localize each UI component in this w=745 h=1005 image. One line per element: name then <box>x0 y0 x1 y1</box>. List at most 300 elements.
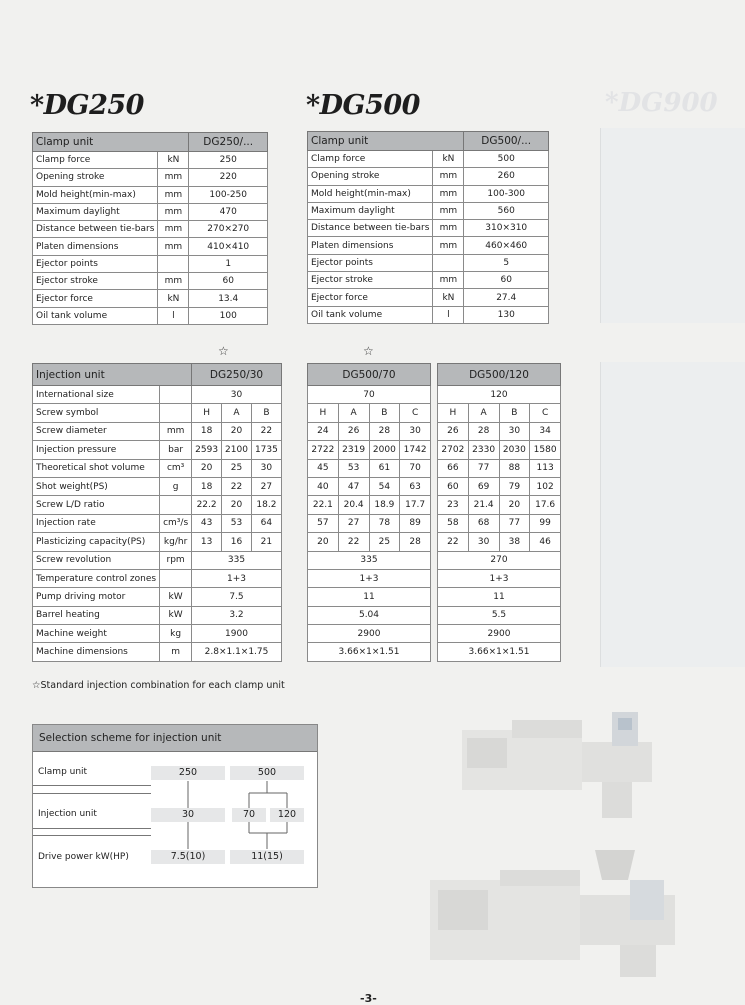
table-row <box>308 168 549 185</box>
table-row <box>438 364 561 386</box>
table-row <box>438 404 561 422</box>
row-unit: kg/hr <box>160 533 192 551</box>
row-value: 30 <box>251 459 281 477</box>
row-unit: mm <box>158 273 189 290</box>
row-unit <box>160 496 192 514</box>
row-value: 77 <box>468 459 499 477</box>
screw-symbol: B <box>499 404 530 422</box>
row-value: 3.66×1×1.51 <box>438 643 561 661</box>
row-value: 30 <box>468 533 499 551</box>
row-unit: kN <box>158 152 189 169</box>
row-value: 2.8×1.1×1.75 <box>192 643 282 661</box>
row-value: 102 <box>530 477 561 495</box>
table-row <box>33 404 282 422</box>
screw-symbol: B <box>251 404 281 422</box>
row-value: 3.66×1×1.51 <box>308 643 431 661</box>
table-row <box>438 386 561 404</box>
row-unit: mm <box>433 237 464 254</box>
screw-symbol: C <box>530 404 561 422</box>
row-value: 5.5 <box>438 606 561 624</box>
row-unit: mm <box>158 238 189 255</box>
row-unit: mm <box>158 221 189 238</box>
injection-model: DG500/70 <box>308 364 431 386</box>
row-value: 20 <box>222 496 252 514</box>
row-value: 22.2 <box>192 496 222 514</box>
row-label: Screw symbol <box>33 404 160 422</box>
row-label: Distance between tie-bars <box>33 221 158 238</box>
row-value: 23 <box>438 496 469 514</box>
row-value: 13 <box>192 533 222 551</box>
row-value: 100-250 <box>189 186 268 203</box>
table-row <box>33 514 282 532</box>
row-label: Screw diameter <box>33 422 160 440</box>
row-label: Maximum daylight <box>33 203 158 220</box>
drive-value-250: 7.5(10) <box>151 850 225 864</box>
table-row <box>308 588 431 606</box>
row-value: 60 <box>189 273 268 290</box>
table-row <box>33 203 268 220</box>
table-row <box>438 496 561 514</box>
row-value: 22.1 <box>308 496 339 514</box>
row-value: 24 <box>308 422 339 440</box>
row-value: 40 <box>308 477 339 495</box>
row-value: 78 <box>369 514 400 532</box>
table-row <box>308 237 549 254</box>
row-unit <box>160 404 192 422</box>
row-value: 100-300 <box>464 185 549 202</box>
row-value: 63 <box>400 477 431 495</box>
row-value: 26 <box>438 422 469 440</box>
row-value: 53 <box>222 514 252 532</box>
row-unit: kW <box>160 588 192 606</box>
row-value: 2900 <box>438 625 561 643</box>
table-row <box>308 220 549 237</box>
row-value: 7.5 <box>192 588 282 606</box>
row-label: Mold height(min-max) <box>33 186 158 203</box>
row-unit: mm <box>433 272 464 289</box>
row-value: 250 <box>189 152 268 169</box>
table-row <box>33 386 282 404</box>
screw-symbol: C <box>400 404 431 422</box>
ghost-table-2 <box>600 362 745 667</box>
row-value: 17.7 <box>400 496 431 514</box>
clamp-model: DG250/... <box>189 133 268 152</box>
row-value: 460×460 <box>464 237 549 254</box>
selection-drive-label: Drive power kW(HP) <box>38 852 129 862</box>
row-value: 28 <box>468 422 499 440</box>
table-row <box>33 133 268 152</box>
table-row <box>308 551 431 569</box>
row-unit: mm <box>158 186 189 203</box>
row-value: 79 <box>499 477 530 495</box>
row-label: Ejector stroke <box>308 272 433 289</box>
table-row <box>33 588 282 606</box>
row-value: 21 <box>251 533 281 551</box>
screw-symbol: A <box>338 404 369 422</box>
row-unit: kN <box>433 151 464 168</box>
row-value: 57 <box>308 514 339 532</box>
table-row <box>438 606 561 624</box>
row-value: 28 <box>369 422 400 440</box>
row-value: 69 <box>468 477 499 495</box>
table-row <box>438 551 561 569</box>
row-value: 2722 <box>308 441 339 459</box>
row-label: Ejector points <box>308 254 433 271</box>
selection-scheme-box <box>32 724 318 888</box>
row-unit: mm <box>433 220 464 237</box>
row-value: 45 <box>308 459 339 477</box>
table-row <box>308 289 549 306</box>
injection-value-70: 70 <box>232 808 266 822</box>
row-value: 18 <box>192 477 222 495</box>
row-label: Ejector force <box>308 289 433 306</box>
row-value: 53 <box>338 459 369 477</box>
row-value: 11 <box>308 588 431 606</box>
row-unit: g <box>160 477 192 495</box>
row-label: Injection pressure <box>33 441 160 459</box>
row-value: 500 <box>464 151 549 168</box>
row-value: 68 <box>468 514 499 532</box>
table-row <box>33 606 282 624</box>
row-value: 25 <box>369 533 400 551</box>
row-value: 2900 <box>308 625 431 643</box>
machine-photo-dg500 <box>420 840 690 980</box>
selection-clamp-label: Clamp unit <box>38 767 88 777</box>
table-row <box>308 569 431 587</box>
row-unit <box>160 569 192 587</box>
intl-size: 30 <box>192 386 282 404</box>
table-row <box>438 477 561 495</box>
row-label: Oil tank volume <box>33 307 158 324</box>
row-unit: kN <box>158 290 189 307</box>
table-row <box>438 459 561 477</box>
table-row <box>33 169 268 186</box>
table-row <box>438 588 561 606</box>
intl-size: 120 <box>438 386 561 404</box>
row-unit: l <box>433 306 464 323</box>
table-row <box>33 307 268 324</box>
table-row <box>33 152 268 169</box>
row-value: 17.6 <box>530 496 561 514</box>
drive-value-500: 11(15) <box>230 850 304 864</box>
row-unit: kg <box>160 625 192 643</box>
row-value: 27.4 <box>464 289 549 306</box>
table-row <box>33 221 268 238</box>
clamp-header: Clamp unit <box>33 133 189 152</box>
table-row <box>33 459 282 477</box>
screw-symbol: H <box>438 404 469 422</box>
row-value: 2030 <box>499 441 530 459</box>
row-unit: mm <box>158 203 189 220</box>
row-label: Screw L/D ratio <box>33 496 160 514</box>
table-row <box>308 514 431 532</box>
standard-star: ☆ <box>218 344 229 358</box>
row-value: 66 <box>438 459 469 477</box>
selection-header: Selection scheme for injection unit <box>33 725 317 752</box>
table-row <box>438 643 561 661</box>
row-value: 34 <box>530 422 561 440</box>
row-value: 11 <box>438 588 561 606</box>
row-value: 100 <box>189 307 268 324</box>
row-value: 410×410 <box>189 238 268 255</box>
row-value: 64 <box>251 514 281 532</box>
table-row <box>33 477 282 495</box>
row-value: 1+3 <box>438 569 561 587</box>
row-value: 2000 <box>369 441 400 459</box>
table-row <box>438 533 561 551</box>
row-value: 38 <box>499 533 530 551</box>
table-row <box>438 422 561 440</box>
dg250-injection-table <box>32 363 282 662</box>
table-row <box>438 514 561 532</box>
row-value: 470 <box>189 203 268 220</box>
table-row <box>308 533 431 551</box>
row-unit: m <box>160 643 192 661</box>
row-value: 335 <box>308 551 431 569</box>
table-row <box>438 569 561 587</box>
table-row <box>33 441 282 459</box>
row-unit: mm <box>433 202 464 219</box>
table-row <box>33 551 282 569</box>
row-value: 1580 <box>530 441 561 459</box>
dg500-clamp-table <box>307 131 549 324</box>
dg250-title: *DG250 <box>30 90 144 121</box>
row-unit: kN <box>433 289 464 306</box>
table-row <box>308 364 431 386</box>
row-value: 54 <box>369 477 400 495</box>
row-value: 30 <box>499 422 530 440</box>
row-value: 113 <box>530 459 561 477</box>
row-unit: bar <box>160 441 192 459</box>
row-value: 2702 <box>438 441 469 459</box>
selection-injection-label: Injection unit <box>38 809 97 819</box>
row-value: 30 <box>400 422 431 440</box>
screw-symbol: H <box>192 404 222 422</box>
table-row <box>33 422 282 440</box>
table-row <box>308 477 431 495</box>
row-label: Plasticizing capacity(PS) <box>33 533 160 551</box>
row-value: 310×310 <box>464 220 549 237</box>
row-label: Oil tank volume <box>308 306 433 323</box>
row-value: 70 <box>400 459 431 477</box>
row-value: 20 <box>222 422 252 440</box>
row-value: 88 <box>499 459 530 477</box>
row-value: 5 <box>464 254 549 271</box>
row-value: 220 <box>189 169 268 186</box>
row-value: 60 <box>464 272 549 289</box>
row-label: Injection rate <box>33 514 160 532</box>
row-value: 1742 <box>400 441 431 459</box>
row-value: 99 <box>530 514 561 532</box>
injection-value-120: 120 <box>270 808 304 822</box>
row-label: Opening stroke <box>33 169 158 186</box>
table-row <box>438 625 561 643</box>
row-value: 18.2 <box>251 496 281 514</box>
row-unit: cm³/s <box>160 514 192 532</box>
ghost-title: *DG900 <box>605 88 718 118</box>
row-value: 260 <box>464 168 549 185</box>
row-unit: kW <box>160 606 192 624</box>
row-label: Mold height(min-max) <box>308 185 433 202</box>
row-value: 25 <box>222 459 252 477</box>
row-value: 1+3 <box>308 569 431 587</box>
row-value: 2593 <box>192 441 222 459</box>
table-row <box>33 364 282 386</box>
row-value: 47 <box>338 477 369 495</box>
table-row <box>308 459 431 477</box>
row-unit <box>158 255 189 272</box>
table-row <box>33 625 282 643</box>
clamp-model: DG500/... <box>464 132 549 151</box>
machine-photo-dg250 <box>452 700 662 820</box>
row-label: Machine dimensions <box>33 643 160 661</box>
row-label: Opening stroke <box>308 168 433 185</box>
row-value: 18 <box>192 422 222 440</box>
dg500-70-injection-table <box>307 363 431 662</box>
table-row <box>308 202 549 219</box>
row-label: Distance between tie-bars <box>308 220 433 237</box>
screw-symbol: B <box>369 404 400 422</box>
screw-symbol: A <box>468 404 499 422</box>
table-row <box>33 290 268 307</box>
row-value: 20 <box>308 533 339 551</box>
table-row <box>308 151 549 168</box>
row-value: 61 <box>369 459 400 477</box>
row-value: 43 <box>192 514 222 532</box>
row-value: 2319 <box>338 441 369 459</box>
dg500-120-injection-table <box>437 363 561 662</box>
row-unit <box>160 386 192 404</box>
table-row <box>308 643 431 661</box>
table-row <box>308 404 431 422</box>
standard-note: ☆Standard injection combination for each clamp unit <box>32 680 285 691</box>
dg500-title: *DG500 <box>306 90 420 121</box>
row-label: Ejector stroke <box>33 273 158 290</box>
table-row <box>308 185 549 202</box>
table-row <box>308 441 431 459</box>
table-row <box>33 273 268 290</box>
row-value: 22 <box>438 533 469 551</box>
row-value: 2100 <box>222 441 252 459</box>
row-value: 5.04 <box>308 606 431 624</box>
row-label: Ejector force <box>33 290 158 307</box>
table-row <box>33 238 268 255</box>
row-value: 560 <box>464 202 549 219</box>
screw-symbol: A <box>222 404 252 422</box>
table-row <box>308 625 431 643</box>
row-value: 20 <box>499 496 530 514</box>
clamp-header: Clamp unit <box>308 132 464 151</box>
row-value: 335 <box>192 551 282 569</box>
row-value: 46 <box>530 533 561 551</box>
row-unit: mm <box>158 169 189 186</box>
row-value: 130 <box>464 306 549 323</box>
table-row <box>308 496 431 514</box>
row-value: 1900 <box>192 625 282 643</box>
row-value: 27 <box>338 514 369 532</box>
row-label: Pump driving motor <box>33 588 160 606</box>
row-label: Screw revolution <box>33 551 160 569</box>
row-unit <box>433 254 464 271</box>
row-value: 27 <box>251 477 281 495</box>
injection-value-30: 30 <box>151 808 225 822</box>
row-value: 3.2 <box>192 606 282 624</box>
row-value: 1+3 <box>192 569 282 587</box>
table-row <box>308 132 549 151</box>
table-row <box>308 422 431 440</box>
row-value: 28 <box>400 533 431 551</box>
table-row <box>33 496 282 514</box>
injection-model: DG500/120 <box>438 364 561 386</box>
row-label: Ejector points <box>33 255 158 272</box>
row-value: 21.4 <box>468 496 499 514</box>
row-unit: l <box>158 307 189 324</box>
table-row <box>33 569 282 587</box>
row-value: 2330 <box>468 441 499 459</box>
injection-header: Injection unit <box>33 364 192 386</box>
clamp-value-500: 500 <box>230 766 304 780</box>
row-label: Clamp force <box>308 151 433 168</box>
row-value: 89 <box>400 514 431 532</box>
row-value: 26 <box>338 422 369 440</box>
row-value: 22 <box>338 533 369 551</box>
row-value: 13.4 <box>189 290 268 307</box>
intl-size: 70 <box>308 386 431 404</box>
row-label: Shot weight(PS) <box>33 477 160 495</box>
row-value: 1735 <box>251 441 281 459</box>
injection-model: DG250/30 <box>192 364 282 386</box>
table-row <box>308 272 549 289</box>
row-unit: rpm <box>160 551 192 569</box>
ghost-table <box>600 128 745 323</box>
table-row <box>438 441 561 459</box>
table-row <box>308 606 431 624</box>
row-label: Barrel heating <box>33 606 160 624</box>
row-value: 22 <box>251 422 281 440</box>
table-row <box>308 386 431 404</box>
table-row <box>33 255 268 272</box>
row-value: 20.4 <box>338 496 369 514</box>
row-label: Platen dimensions <box>33 238 158 255</box>
row-value: 60 <box>438 477 469 495</box>
row-value: 18.9 <box>369 496 400 514</box>
table-row <box>33 186 268 203</box>
row-value: 22 <box>222 477 252 495</box>
table-row <box>308 254 549 271</box>
row-label: Platen dimensions <box>308 237 433 254</box>
row-value: 58 <box>438 514 469 532</box>
table-row <box>33 643 282 661</box>
row-value: 20 <box>192 459 222 477</box>
row-label: Machine weight <box>33 625 160 643</box>
row-value: 16 <box>222 533 252 551</box>
table-row <box>308 306 549 323</box>
dg250-clamp-table <box>32 132 268 325</box>
row-unit: mm <box>433 185 464 202</box>
row-unit: mm <box>160 422 192 440</box>
row-value: 270 <box>438 551 561 569</box>
row-value: 1 <box>189 255 268 272</box>
row-label: Clamp force <box>33 152 158 169</box>
standard-star: ☆ <box>363 344 374 358</box>
row-label: Temperature control zones <box>33 569 160 587</box>
row-label: Theoretical shot volume <box>33 459 160 477</box>
row-unit: mm <box>433 168 464 185</box>
row-value: 77 <box>499 514 530 532</box>
screw-symbol: H <box>308 404 339 422</box>
row-label: Maximum daylight <box>308 202 433 219</box>
clamp-value-250: 250 <box>151 766 225 780</box>
